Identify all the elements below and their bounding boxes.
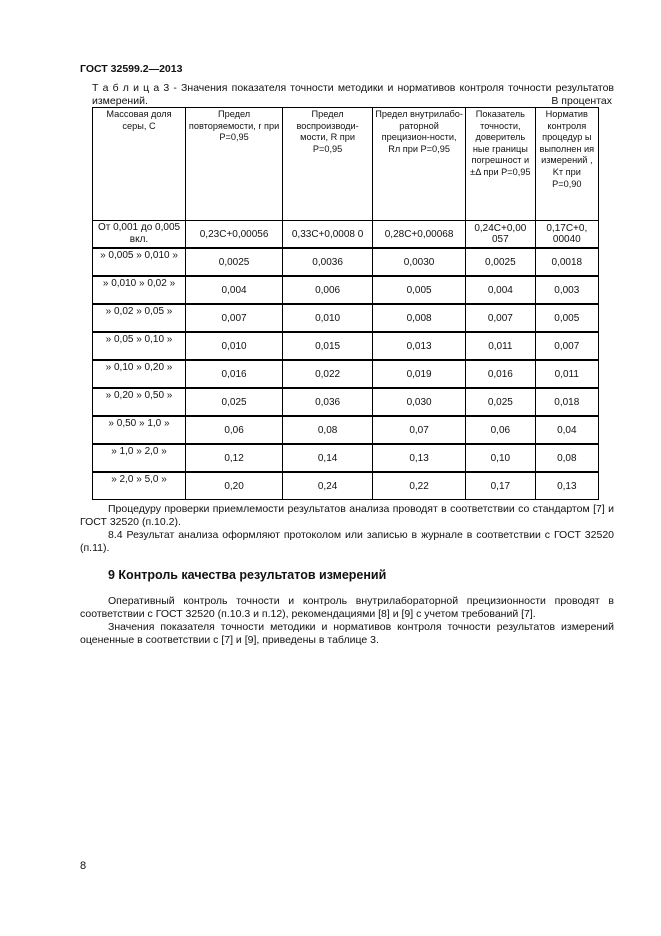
paragraph-acceptability: Процедуру проверки приемлемости результатов анализа проводят в соответствии со стандартом [7] и ГОСТ 32520 (п.10.2). — [80, 503, 614, 528]
table-cell: 0,010 — [186, 332, 283, 360]
row-range-cell: » 2,0 » 5,0 » — [93, 472, 186, 500]
table-cell: 0,08 — [283, 416, 373, 444]
table-row — [93, 388, 599, 416]
table-cell: 0,007 — [535, 332, 598, 360]
table-cell: 0,008 — [373, 304, 466, 332]
column-header: Предел воспроизводи-мости, R при Р=0,95 — [283, 108, 373, 221]
column-header: Предел повторяемости, r при Р=0,95 — [186, 108, 283, 221]
table-header-row — [93, 108, 599, 221]
table-cell: 0,004 — [466, 276, 536, 304]
table-cell: 0,12 — [186, 444, 283, 472]
table-row — [93, 276, 599, 304]
row-range-cell: » 0,50 » 1,0 » — [93, 416, 186, 444]
table-cell: 0,007 — [466, 304, 536, 332]
table-cell: 0,17С+0, 00040 — [535, 221, 598, 249]
table-cell: 0,025 — [186, 388, 283, 416]
table-cell: 0,23С+0,00056 — [186, 221, 283, 249]
table-cell: 0,28С+0,00068 — [373, 221, 466, 249]
table-row — [93, 221, 599, 249]
table-cell: 0,004 — [186, 276, 283, 304]
accuracy-table — [92, 107, 599, 500]
table-cell: 0,07 — [373, 416, 466, 444]
table-row — [93, 360, 599, 388]
paragraph-result-format: 8.4 Результат анализа оформляют протоколом или записью в журнале в соответствии с ГОСТ 32520 (п.11). — [80, 529, 614, 554]
paragraph-accuracy-values: Значения показателя точности методики и нормативов контроля точности результатов измерений оцененные в соответствии с [7] и [9], приведены в таблице 3. — [80, 621, 614, 646]
table-cell: 0,06 — [466, 416, 536, 444]
table-cell: 0,0025 — [186, 248, 283, 276]
table-cell: 0,025 — [466, 388, 536, 416]
table-cell: 0,010 — [283, 304, 373, 332]
table-cell: 0,0030 — [373, 248, 466, 276]
table-cell: 0,20 — [186, 472, 283, 500]
table-cell: 0,08 — [535, 444, 598, 472]
table-cell: 0,018 — [535, 388, 598, 416]
table-cell: 0,030 — [373, 388, 466, 416]
document-code: ГОСТ 32599.2—2013 — [80, 63, 183, 75]
table-cell: 0,005 — [535, 304, 598, 332]
table-units: В процентах — [551, 95, 612, 107]
table-cell: 0,011 — [466, 332, 536, 360]
table-cell: 0,24С+0,00 057 — [466, 221, 536, 249]
table-cell: 0,013 — [373, 332, 466, 360]
row-range-cell: » 0,010 » 0,02 » — [93, 276, 186, 304]
column-header: Массовая доля серы, С — [93, 108, 186, 221]
table-cell: 0,0018 — [535, 248, 598, 276]
row-range-cell: » 0,02 » 0,05 » — [93, 304, 186, 332]
column-header: Норматив контроля процедур ы выполнен ия измерений , Kт при Р=0,90 — [535, 108, 598, 221]
table-cell: 0,14 — [283, 444, 373, 472]
table-cell: 0,005 — [373, 276, 466, 304]
row-range-cell: » 0,10 » 0,20 » — [93, 360, 186, 388]
table-cell: 0,04 — [535, 416, 598, 444]
table-row — [93, 332, 599, 360]
table-cell: 0,007 — [186, 304, 283, 332]
table-cell: 0,17 — [466, 472, 536, 500]
table-cell: 0,011 — [535, 360, 598, 388]
table-row — [93, 444, 599, 472]
column-header: Предел внутрилабо-раторной прецизион-ности, Rл при Р=0,95 — [373, 108, 466, 221]
row-range-cell: » 0,005 » 0,010 » — [93, 248, 186, 276]
column-header: Показатель точности, доверитель ные границы погрешност и ±Δ при Р=0,95 — [466, 108, 536, 221]
table-cell: 0,06 — [186, 416, 283, 444]
table-cell: 0,036 — [283, 388, 373, 416]
table-cell: 0,0025 — [466, 248, 536, 276]
paragraph-quality-control: Оперативный контроль точности и контроль внутрилабораторной прецизионности проводят в соответствии с ГОСТ 32520 (п.10.3 и п.12), рекомендациями [8] и [9] с учетом требований [7]. — [80, 595, 614, 620]
table-cell: 0,006 — [283, 276, 373, 304]
table-cell: 0,10 — [466, 444, 536, 472]
table-cell: 0,33С+0,0008 0 — [283, 221, 373, 249]
section-title: 9 Контроль качества результатов измерений — [108, 568, 387, 582]
row-range-cell: » 0,20 » 0,50 » — [93, 388, 186, 416]
table-cell: 0,015 — [283, 332, 373, 360]
table-row — [93, 248, 599, 276]
table-row — [93, 472, 599, 500]
table-caption: Т а б л и ц а 3 - Значения показателя точности методики и нормативов контроля точности результатов измерений. — [92, 82, 614, 107]
table-row — [93, 416, 599, 444]
page-number: 8 — [80, 860, 87, 872]
table-cell: 0,0036 — [283, 248, 373, 276]
row-range-cell: » 1,0 » 2,0 » — [93, 444, 186, 472]
table-cell: 0,019 — [373, 360, 466, 388]
table-cell: 0,24 — [283, 472, 373, 500]
row-range-cell: » 0,05 » 0,10 » — [93, 332, 186, 360]
row-range-cell: От 0,001 до 0,005 вкл. — [93, 221, 186, 249]
table-cell: 0,13 — [535, 472, 598, 500]
table-cell: 0,016 — [466, 360, 536, 388]
table-cell: 0,022 — [283, 360, 373, 388]
table-cell: 0,003 — [535, 276, 598, 304]
table-cell: 0,22 — [373, 472, 466, 500]
table-cell: 0,13 — [373, 444, 466, 472]
table-row — [93, 304, 599, 332]
table-cell: 0,016 — [186, 360, 283, 388]
